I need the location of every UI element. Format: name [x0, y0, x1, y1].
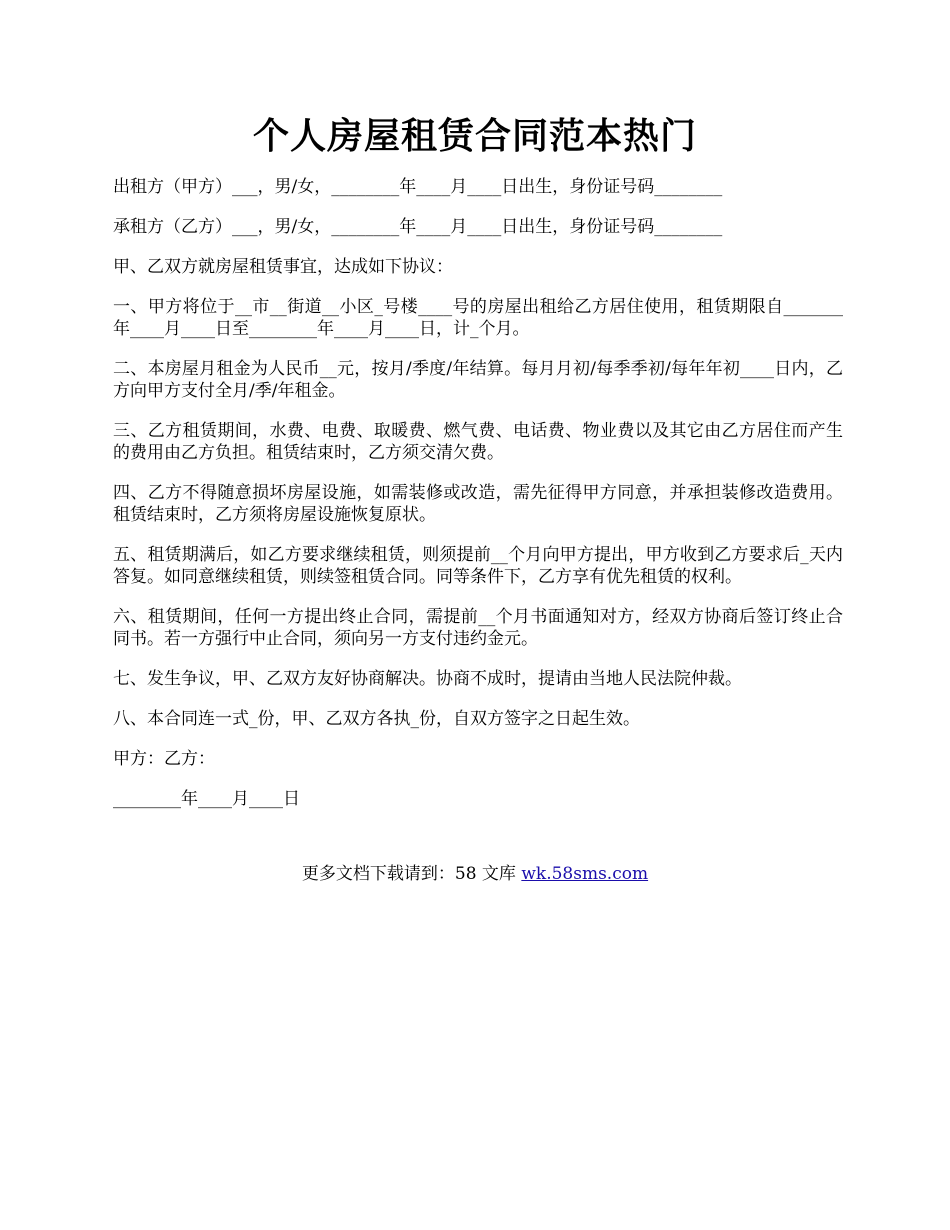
signature-parties: 甲方：乙方：: [113, 749, 215, 769]
clause-4: 四、乙方不得随意损坏房屋设施，如需装修或改造，需先征得甲方同意，并承担装修改造费用。租赁结束时，乙方须将房屋设施恢复原状。: [113, 483, 843, 525]
clause-1: 一、甲方将位于__市__街道__小区_号楼____号的房屋出租给乙方居住使用，租赁期限自_______年____月____日至________年____月____日，计_个月。: [113, 297, 843, 339]
clause-3: 三、乙方租赁期间，水费、电费、取暖费、燃气费、电话费、物业费以及其它由乙方居住而产生的费用由乙方负担。租赁结束时，乙方须交清欠费。: [113, 421, 843, 463]
clause-8: 八、本合同连一式_份，甲、乙双方各执_份，自双方签字之日起生效。: [113, 709, 640, 729]
footer-prefix: 更多文档下载请到：58 文库: [301, 864, 522, 884]
lessee-line: 承租方（乙方）___，男/女，________年____月____日出生，身份证号码________: [113, 217, 723, 237]
document-body: [113, 176, 843, 828]
clause-5: 五、租赁期满后，如乙方要求继续租赁，则须提前__个月向甲方提出，甲方收到乙方要求后_天内答复。如同意继续租赁，则续签租赁合同。同等条件下，乙方享有优先租赁的权利。: [113, 545, 843, 587]
website-link[interactable]: wk.58sms.com: [521, 864, 649, 884]
clause-7: 七、发生争议，甲、乙双方友好协商解决。协商不成时，提请由当地人民法院仲裁。: [113, 669, 742, 689]
download-footer: [0, 862, 950, 886]
clause-6: 六、租赁期间，任何一方提出终止合同，需提前__个月书面通知对方，经双方协商后签订终止合同书。若一方强行中止合同，须向另一方支付违约金元。: [113, 607, 843, 649]
clause-2: 二、本房屋月租金为人民币__元，按月/季度/年结算。每月月初/每季季初/每年年初____日内，乙方向甲方支付全月/季/年租金。: [113, 359, 843, 401]
agreement-intro: 甲、乙双方就房屋租赁事宜，达成如下协议：: [113, 257, 453, 277]
document-title: 个人房屋租赁合同范本热门: [252, 115, 697, 157]
lessor-line: 出租方（甲方）___，男/女，________年____月____日出生，身份证号码________: [113, 177, 723, 197]
signature-date: ________年____月____日: [113, 789, 300, 809]
